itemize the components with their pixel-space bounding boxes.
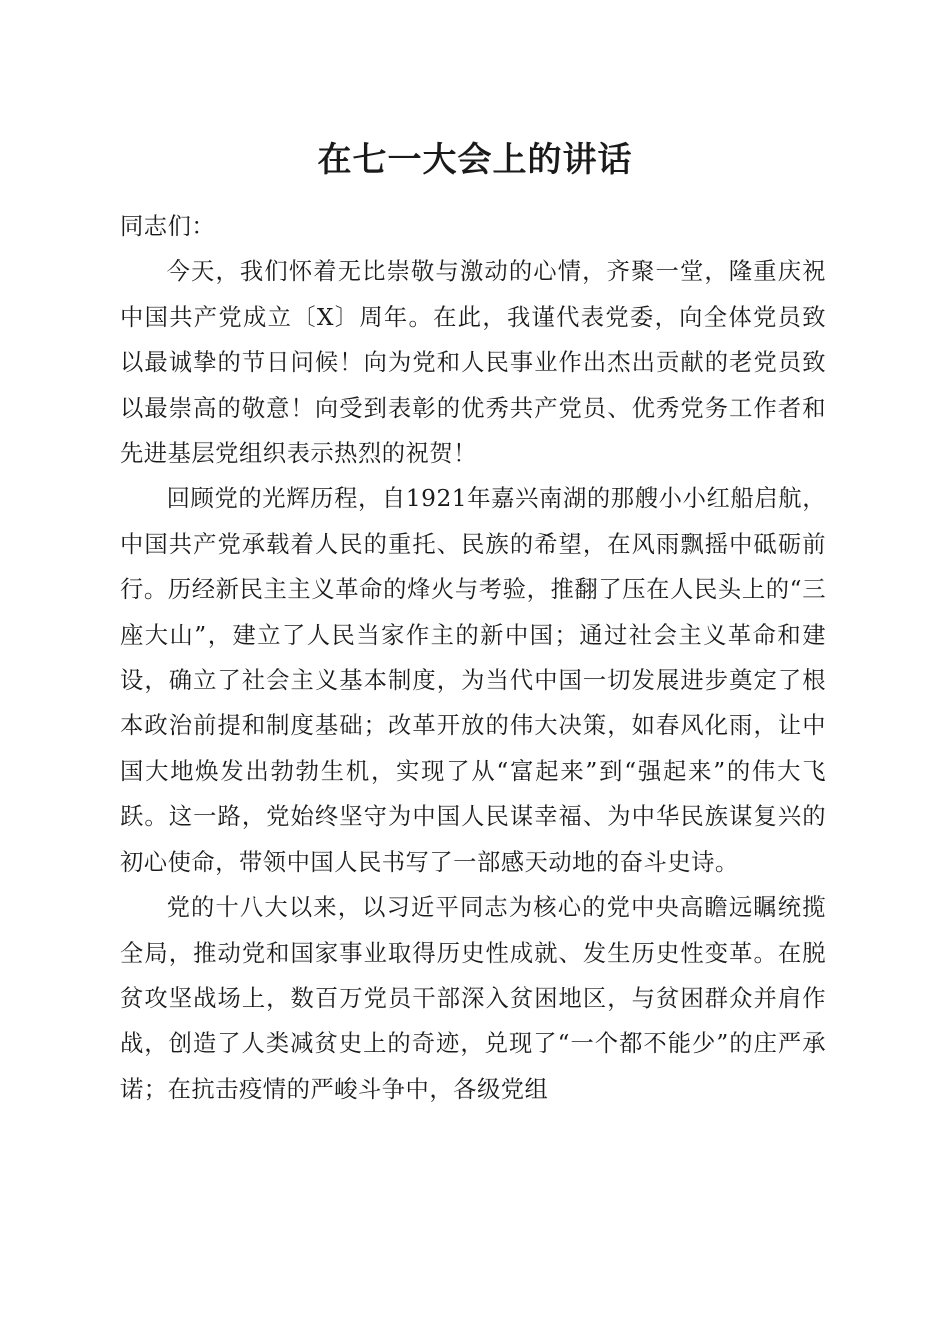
paragraph-history: 回顾党的光辉历程，自1921年嘉兴南湖的那艘小小红船启航，中国共产党承载着人民的重托、民族的希望，在风雨飘摇中砥砺前行。历经新民主主义革命的烽火与考验，推翻了压在人民头上的“三座大山”，建立了人民当家作主的新中国；通过社会主义革命和建设，确立了社会主义基本制度，为当代中国一切发展进步奠定了根本政治前提和制度基础；改革开放的伟大决策，如春风化雨，让中国大地焕发出勃勃生机，实现了从“富起来”到“强起来”的伟大飞跃。这一路，党始终坚守为中国人民谋幸福、为中华民族谋复兴的初心使命，带领中国人民书写了一部感天动地的奋斗史诗。 xyxy=(120,485,826,876)
document-body xyxy=(120,204,826,1112)
salutation: 同志们： xyxy=(120,213,216,240)
paragraph-new-era: 党的十八大以来，以习近平同志为核心的党中央高瞻远瞩统揽全局，推动党和国家事业取得历史性成就、发生历史性变革。在脱贫攻坚战场上，数百万党员干部深入贫困地区，与贫困群众并肩作战，创造了人类减贫史上的奇迹，兑现了“一个都不能少”的庄严承诺；在抗击疫情的严峻斗争中，各级党组 xyxy=(120,894,826,1103)
paragraph-greeting: 今天，我们怀着无比崇敬与激动的心情，齐聚一堂，隆重庆祝中国共产党成立〔X〕周年。在此，我谨代表党委，向全体党员致以最诚挚的节日问候！向为党和人民事业作出杰出贡献的老党员致以最崇高的敬意！向受到表彰的优秀共产党员、优秀党务工作者和先进基层党组织表示热烈的祝贺！ xyxy=(120,258,826,468)
document-title: 在七一大会上的讲话 xyxy=(317,140,633,180)
